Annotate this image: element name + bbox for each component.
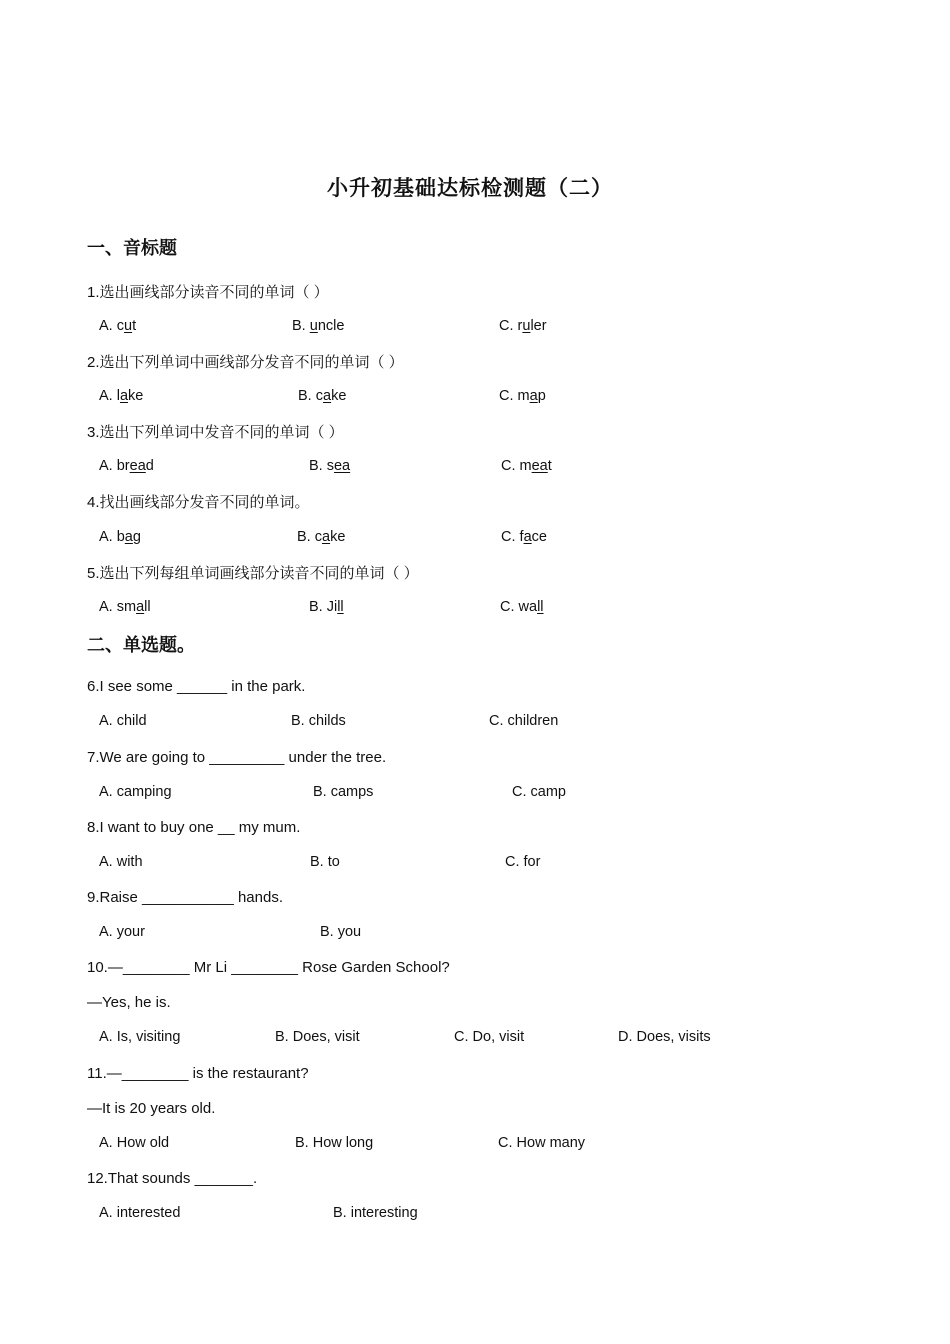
question-12-option-b: B. interesting (333, 1205, 418, 1221)
question-4-option-a: A. bag (99, 529, 141, 545)
question-2-option-b: B. cake (298, 388, 347, 404)
question-6-stem: 6.I see some ______ in the park. (87, 678, 306, 695)
question-7-stem: 7.We are going to _________ under the tree. (87, 749, 387, 766)
question-4-stem: 4.找出画线部分发音不同的单词。 (87, 494, 310, 511)
question-8-option-a: A. with (99, 854, 143, 870)
question-5-option-c: C. wall (500, 599, 544, 615)
question-8-stem: 8.I want to buy one __ my mum. (87, 819, 301, 836)
question-7-option-a: A. camping (99, 784, 172, 800)
question-11-option-b: B. How long (295, 1135, 374, 1151)
question-1-stem: 1.选出画线部分读音不同的单词（ ） (87, 284, 329, 301)
question-4-option-b: B. cake (297, 529, 346, 545)
question-10-option-c: C. Do, visit (454, 1029, 525, 1045)
question-11-reply: —It is 20 years old. (87, 1100, 216, 1117)
question-3-option-c: C. meat (501, 458, 552, 474)
question-11-stem: 11.—________ is the restaurant? (87, 1065, 309, 1082)
question-10-stem: 10.—________ Mr Li ________ Rose Garden School? (87, 959, 450, 976)
question-9-stem: 9.Raise ___________ hands. (87, 889, 283, 906)
question-5-option-b: B. Jill (309, 599, 344, 615)
section-heading-phonetics: 一、音标题 (87, 238, 177, 258)
question-3-option-b: B. sea (309, 458, 351, 474)
question-3-stem: 3.选出下列单词中发音不同的单词（ ） (87, 424, 344, 441)
question-1-option-c: C. ruler (499, 318, 547, 334)
question-12-stem: 12.That sounds _______. (87, 1170, 258, 1187)
question-2-option-a: A. lake (99, 388, 144, 404)
question-6-option-c: C. children (489, 713, 559, 729)
question-9-option-b: B. you (320, 924, 362, 940)
question-9-option-a: A. your (99, 924, 145, 940)
question-8-option-c: C. for (505, 854, 541, 870)
question-1-option-a: A. cut (99, 318, 137, 334)
question-1-option-b: B. uncle (292, 318, 345, 334)
question-10-reply: —Yes, he is. (87, 994, 171, 1011)
question-2-stem: 2.选出下列单词中画线部分发音不同的单词（ ） (87, 354, 404, 371)
question-6-option-b: B. childs (291, 713, 346, 729)
question-6-option-a: A. child (99, 713, 147, 729)
question-11-option-c: C. How many (498, 1135, 586, 1151)
question-10-option-b: B. Does, visit (275, 1029, 360, 1045)
page-title: 小升初基础达标检测题（二） (327, 177, 613, 200)
question-11-option-a: A. How old (99, 1135, 170, 1151)
question-3-option-a: A. bread (99, 458, 154, 474)
question-10-option-d: D. Does, visits (618, 1029, 711, 1045)
question-7-option-c: C. camp (512, 784, 566, 800)
question-10-option-a: A. Is, visiting (99, 1029, 181, 1045)
question-5-option-a: A. small (99, 599, 151, 615)
question-7-option-b: B. camps (313, 784, 374, 800)
question-2-option-c: C. map (499, 388, 546, 404)
section-heading-single-choice: 二、单选题。 (87, 635, 195, 655)
question-4-option-c: C. face (501, 529, 547, 545)
question-8-option-b: B. to (310, 854, 340, 870)
question-5-stem: 5.选出下列每组单词画线部分读音不同的单词（ ） (87, 565, 419, 582)
question-12-option-a: A. interested (99, 1205, 181, 1221)
